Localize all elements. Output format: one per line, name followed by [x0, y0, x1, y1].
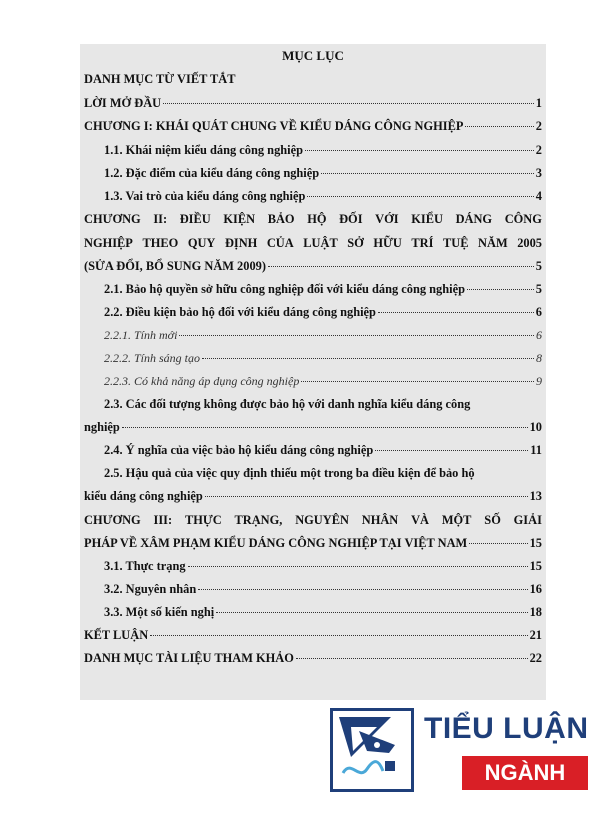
toc-entry-1-1[interactable]: 1.1. Khái niệm kiểu dáng công nghiệp 2: [104, 143, 542, 157]
toc-entry-intro[interactable]: LỜI MỞ ĐẦU 1: [84, 96, 542, 110]
pen-nib-icon: [333, 711, 411, 789]
toc-entry-chapter-3-line2[interactable]: PHÁP VỀ XÂM PHẠM KIỂU DÁNG CÔNG NGHIỆP TẠI VIỆT NAM 15: [84, 536, 542, 550]
toc-title: MỤC LỤC: [282, 48, 344, 63]
toc-entry-chapter-3-line1[interactable]: CHƯƠNG III: THỰC TRẠNG, NGUYÊN NHÂN VÀ MỘT SỐ GIẢI: [84, 513, 542, 527]
toc-entry-2-3-line1[interactable]: 2.3. Các đối tượng không được bảo hộ với danh nghĩa kiểu dáng công: [104, 397, 471, 411]
toc-entry-abbrev[interactable]: DANH MỤC TỪ VIẾT TẮT: [84, 72, 236, 86]
toc-entry-2-3-line2[interactable]: nghiệp 10: [84, 420, 542, 434]
toc-entry-chapter-2-line1[interactable]: CHƯƠNG II: ĐIỀU KIỆN BẢO HỘ ĐỐI VỚI KIỂU DÁNG CÔNG: [84, 212, 542, 226]
logo-mark: [330, 708, 414, 792]
toc-entry-2-5-line1[interactable]: 2.5. Hậu quả của việc quy định thiếu một trong ba điều kiện để bảo hộ: [104, 466, 475, 480]
toc-entry-1-3[interactable]: 1.3. Vai trò của kiểu dáng công nghiệp 4: [104, 189, 542, 203]
logo-subtitle: NGÀNH LUẬT: [462, 756, 588, 790]
logo-title: TIỂU LUẬN: [424, 712, 589, 745]
toc-entry-1-2[interactable]: 1.2. Đặc điểm của kiểu dáng công nghiệp 3: [104, 166, 542, 180]
toc-entry-3-2[interactable]: 3.2. Nguyên nhân 16: [104, 582, 542, 596]
toc-entry-2-5-line2[interactable]: kiểu dáng công nghiệp 13: [84, 489, 542, 503]
toc-entry-3-1[interactable]: 3.1. Thực trạng 15: [104, 559, 542, 573]
toc-entry-2-2-2[interactable]: 2.2.2. Tính sáng tạo 8: [104, 351, 542, 365]
toc-entry-2-1[interactable]: 2.1. Bảo hộ quyền sở hữu công nghiệp đối với kiểu dáng công nghiệp 5: [104, 282, 542, 296]
toc-entry-conclusion[interactable]: KẾT LUẬN 21: [84, 628, 542, 642]
toc-entry-2-4[interactable]: 2.4. Ý nghĩa của việc bảo hộ kiểu dáng công nghiệp 11: [104, 443, 542, 457]
toc-entry-chapter-2-line3[interactable]: (SỬA ĐỔI, BỔ SUNG NĂM 2009) 5: [84, 259, 542, 273]
toc-entry-2-2-3[interactable]: 2.2.3. Có khả năng áp dụng công nghiệp 9: [104, 374, 542, 388]
toc-entry-2-2[interactable]: 2.2. Điều kiện bảo hộ đối với kiểu dáng công nghiệp 6: [104, 305, 542, 319]
toc-entry-references[interactable]: DANH MỤC TÀI LIỆU THAM KHẢO 22: [84, 651, 542, 665]
toc-entry-3-3[interactable]: 3.3. Một số kiến nghị 18: [104, 605, 542, 619]
toc-entry-chapter-1[interactable]: CHƯƠNG I: KHÁI QUÁT CHUNG VỀ KIỂU DÁNG CÔNG NGHIỆP 2: [84, 119, 542, 133]
toc-entry-2-2-1[interactable]: 2.2.1. Tính mới 6: [104, 328, 542, 342]
toc-entry-chapter-2-line2[interactable]: NGHIỆP THEO QUY ĐỊNH CỦA LUẬT SỞ HỮU TRÍ TUỆ NĂM 2005: [84, 236, 542, 250]
